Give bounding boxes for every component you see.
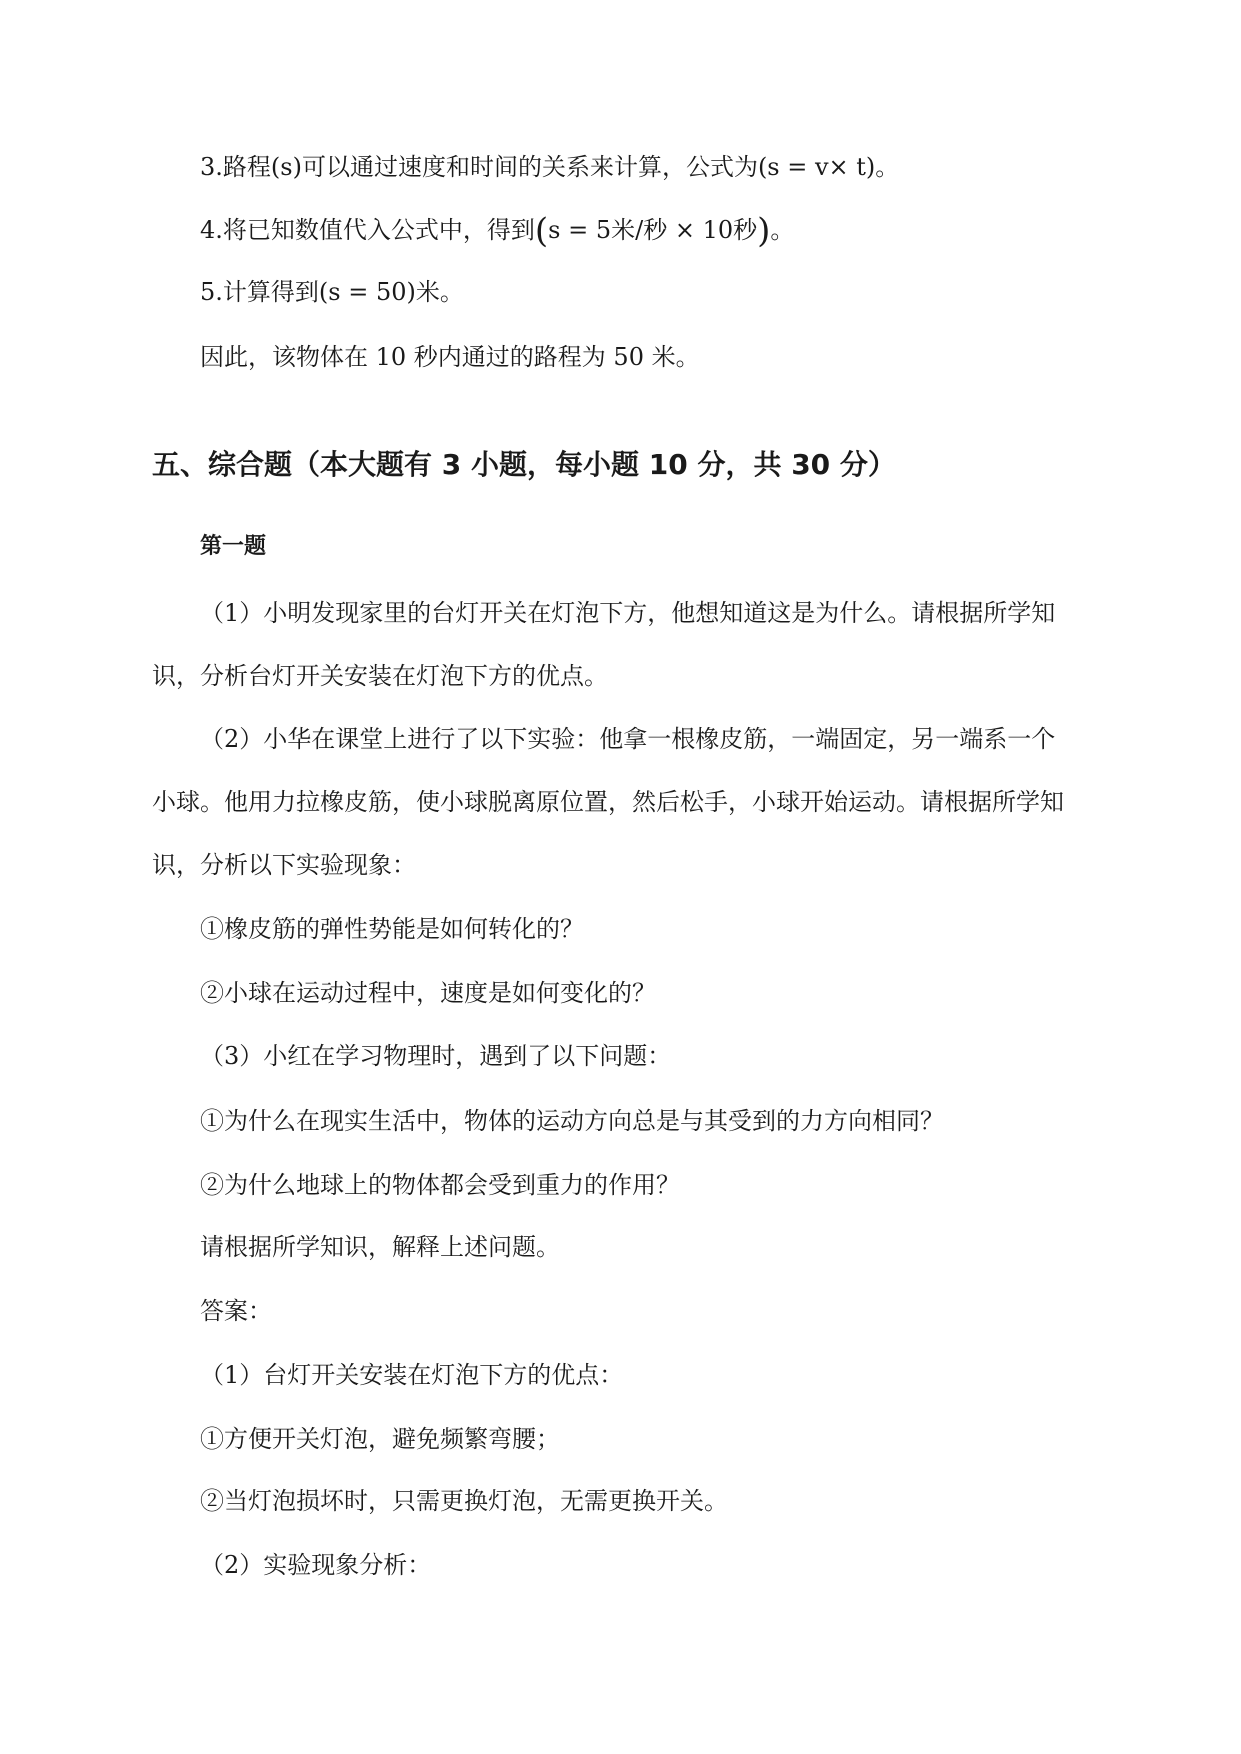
solution-step-4 — [200, 211, 795, 251]
step4-open-paren: ( — [534, 211, 549, 251]
step4-close-paren: ) — [757, 211, 771, 251]
q1-part3-line1: （3）小红在学习物理时，遇到了以下问题： — [200, 1042, 672, 1070]
q1-part1-line1: （1）小明发现家里的台灯开关在灯泡下方，他想知道这是为什么。请根据所学知 — [200, 599, 1056, 627]
q1-part1-line2: 识，分析台灯开关安装在灯泡下方的优点。 — [152, 662, 608, 690]
question-1-title: 第一题 — [200, 534, 267, 559]
q1-part2-line2: 小球。他用力拉橡皮筋，使小球脱离原位置，然后松手，小球开始运动。请根据所学知 — [152, 788, 1064, 816]
q1-part2-subquestion-2: ②小球在运动过程中，速度是如何变化的？ — [200, 979, 656, 1007]
q1-part2-line3: 识，分析以下实验现象： — [152, 851, 416, 879]
answer-part1-point1: ①方便开关灯泡，避免频繁弯腰； — [200, 1425, 560, 1453]
answer-label: 答案： — [200, 1297, 272, 1325]
answer-part2-title: （2）实验现象分析： — [200, 1551, 432, 1579]
answer-part1-title: （1）台灯开关安装在灯泡下方的优点： — [200, 1361, 624, 1389]
q1-part3-subquestion-2: ②为什么地球上的物体都会受到重力的作用？ — [200, 1171, 680, 1199]
solution-step-5: 5.计算得到(s = 50)米。 — [200, 278, 464, 306]
answer-part1-point2: ②当灯泡损坏时，只需更换灯泡，无需更换开关。 — [200, 1487, 728, 1515]
q1-part2-line1: （2）小华在课堂上进行了以下实验：他拿一根橡皮筋，一端固定，另一端系一个 — [200, 725, 1056, 753]
q1-part2-subquestion-1: ①橡皮筋的弹性势能是如何转化的？ — [200, 915, 584, 943]
step4-formula: s = 5米/秒 × 10秒 — [548, 216, 758, 244]
solution-step-3: 3.路程(s)可以通过速度和时间的关系来计算，公式为(s = v× t)。 — [200, 153, 900, 181]
step4-suffix: 。 — [770, 216, 795, 244]
q1-part3-instruction: 请根据所学知识，解释上述问题。 — [200, 1233, 560, 1261]
solution-conclusion: 因此，该物体在 10 秒内通过的路程为 50 米。 — [200, 343, 700, 371]
step4-prefix: 4.将已知数值代入公式中，得到 — [200, 216, 535, 244]
section-heading: 五、综合题（本大题有 3 小题，每小题 10 分，共 30 分） — [152, 448, 896, 481]
q1-part3-subquestion-1: ①为什么在现实生活中，物体的运动方向总是与其受到的力方向相同？ — [200, 1107, 944, 1135]
